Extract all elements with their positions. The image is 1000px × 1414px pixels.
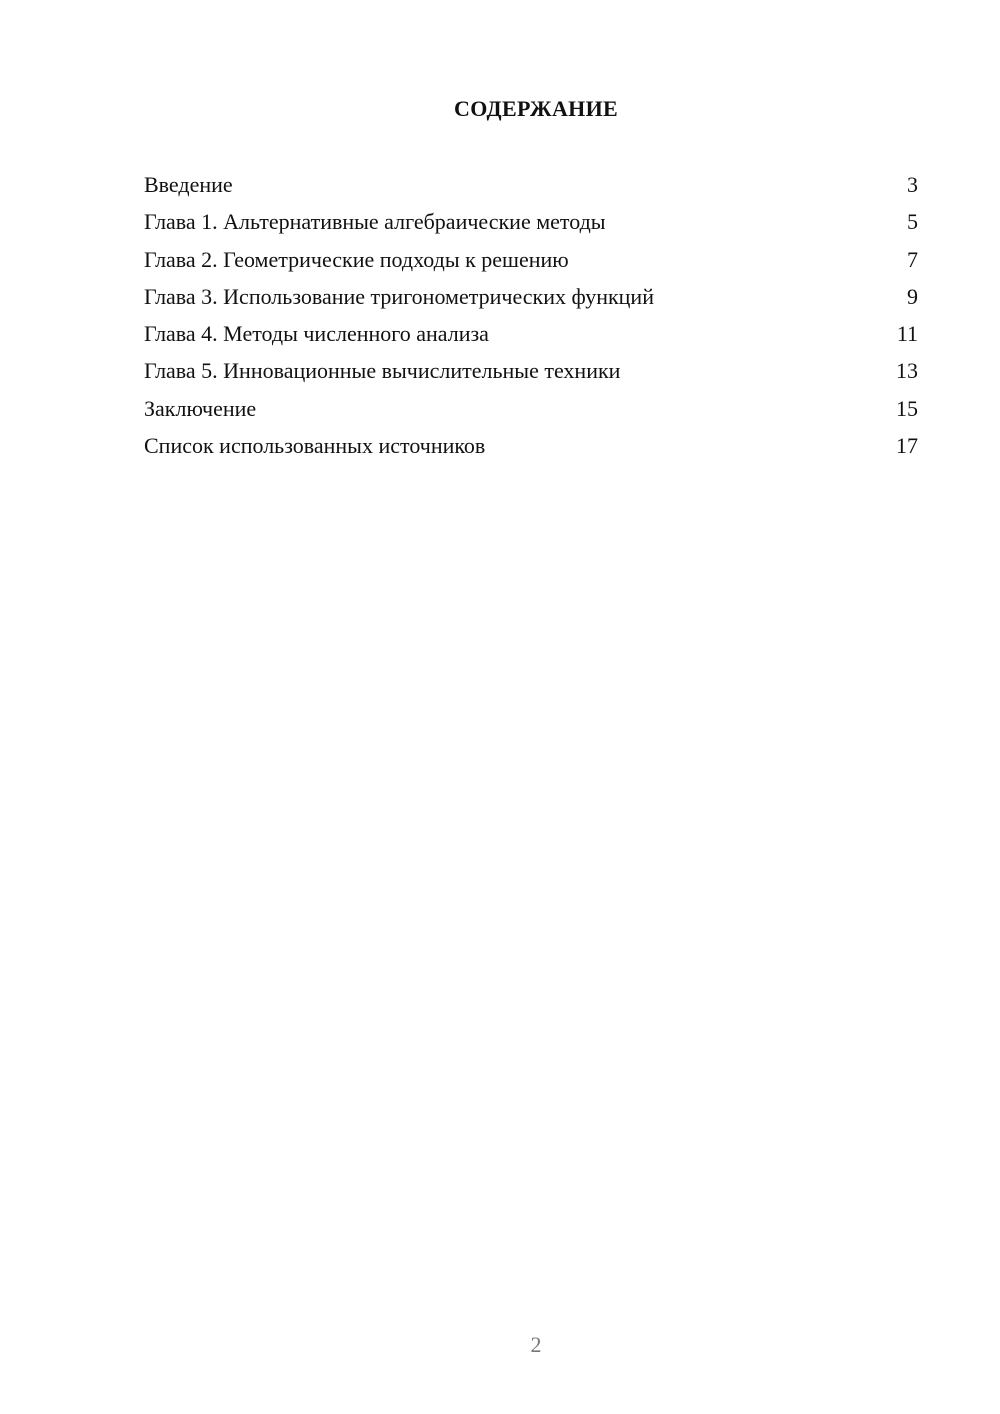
toc-entry-label: Введение	[144, 172, 233, 197]
toc-entry-page: 13	[896, 358, 918, 384]
toc-entry-label: Глава 3. Использование тригонометрических функций	[144, 283, 654, 309]
toc-entry-label: Глава 1. Альтернативные алгебраические методы	[144, 209, 606, 235]
toc-entry-introduction	[144, 170, 918, 207]
toc-entry-chapter-2	[144, 245, 918, 282]
toc-heading: СОДЕРЖАНИЕ	[454, 96, 618, 121]
toc-entry-chapter-1	[144, 207, 918, 244]
toc-entry-page: 9	[907, 283, 918, 309]
table-of-contents	[144, 170, 918, 468]
toc-entry-page: 15	[896, 395, 918, 421]
toc-entry-page: 7	[907, 246, 918, 272]
toc-entry-chapter-4	[144, 319, 918, 356]
page-number: 2	[530, 1332, 542, 1357]
toc-entry-page: 11	[896, 321, 918, 347]
toc-entry-chapter-5	[144, 356, 918, 393]
toc-entry-conclusion	[144, 394, 918, 431]
toc-entry-references	[144, 431, 918, 468]
toc-entry-label: Список использованных источников	[144, 433, 486, 459]
toc-entry-label: Заключение	[144, 395, 257, 421]
toc-entry-label: Глава 2. Геометрические подходы к решению	[144, 246, 569, 272]
toc-entry-page: 5	[907, 209, 918, 235]
toc-entry-label: Глава 4. Методы численного анализа	[144, 321, 489, 347]
toc-entry-chapter-3	[144, 282, 918, 319]
toc-entry-page: 3	[907, 172, 918, 197]
toc-entry-page: 17	[896, 433, 918, 459]
toc-entry-label: Глава 5. Инновационные вычислительные техники	[144, 358, 621, 384]
